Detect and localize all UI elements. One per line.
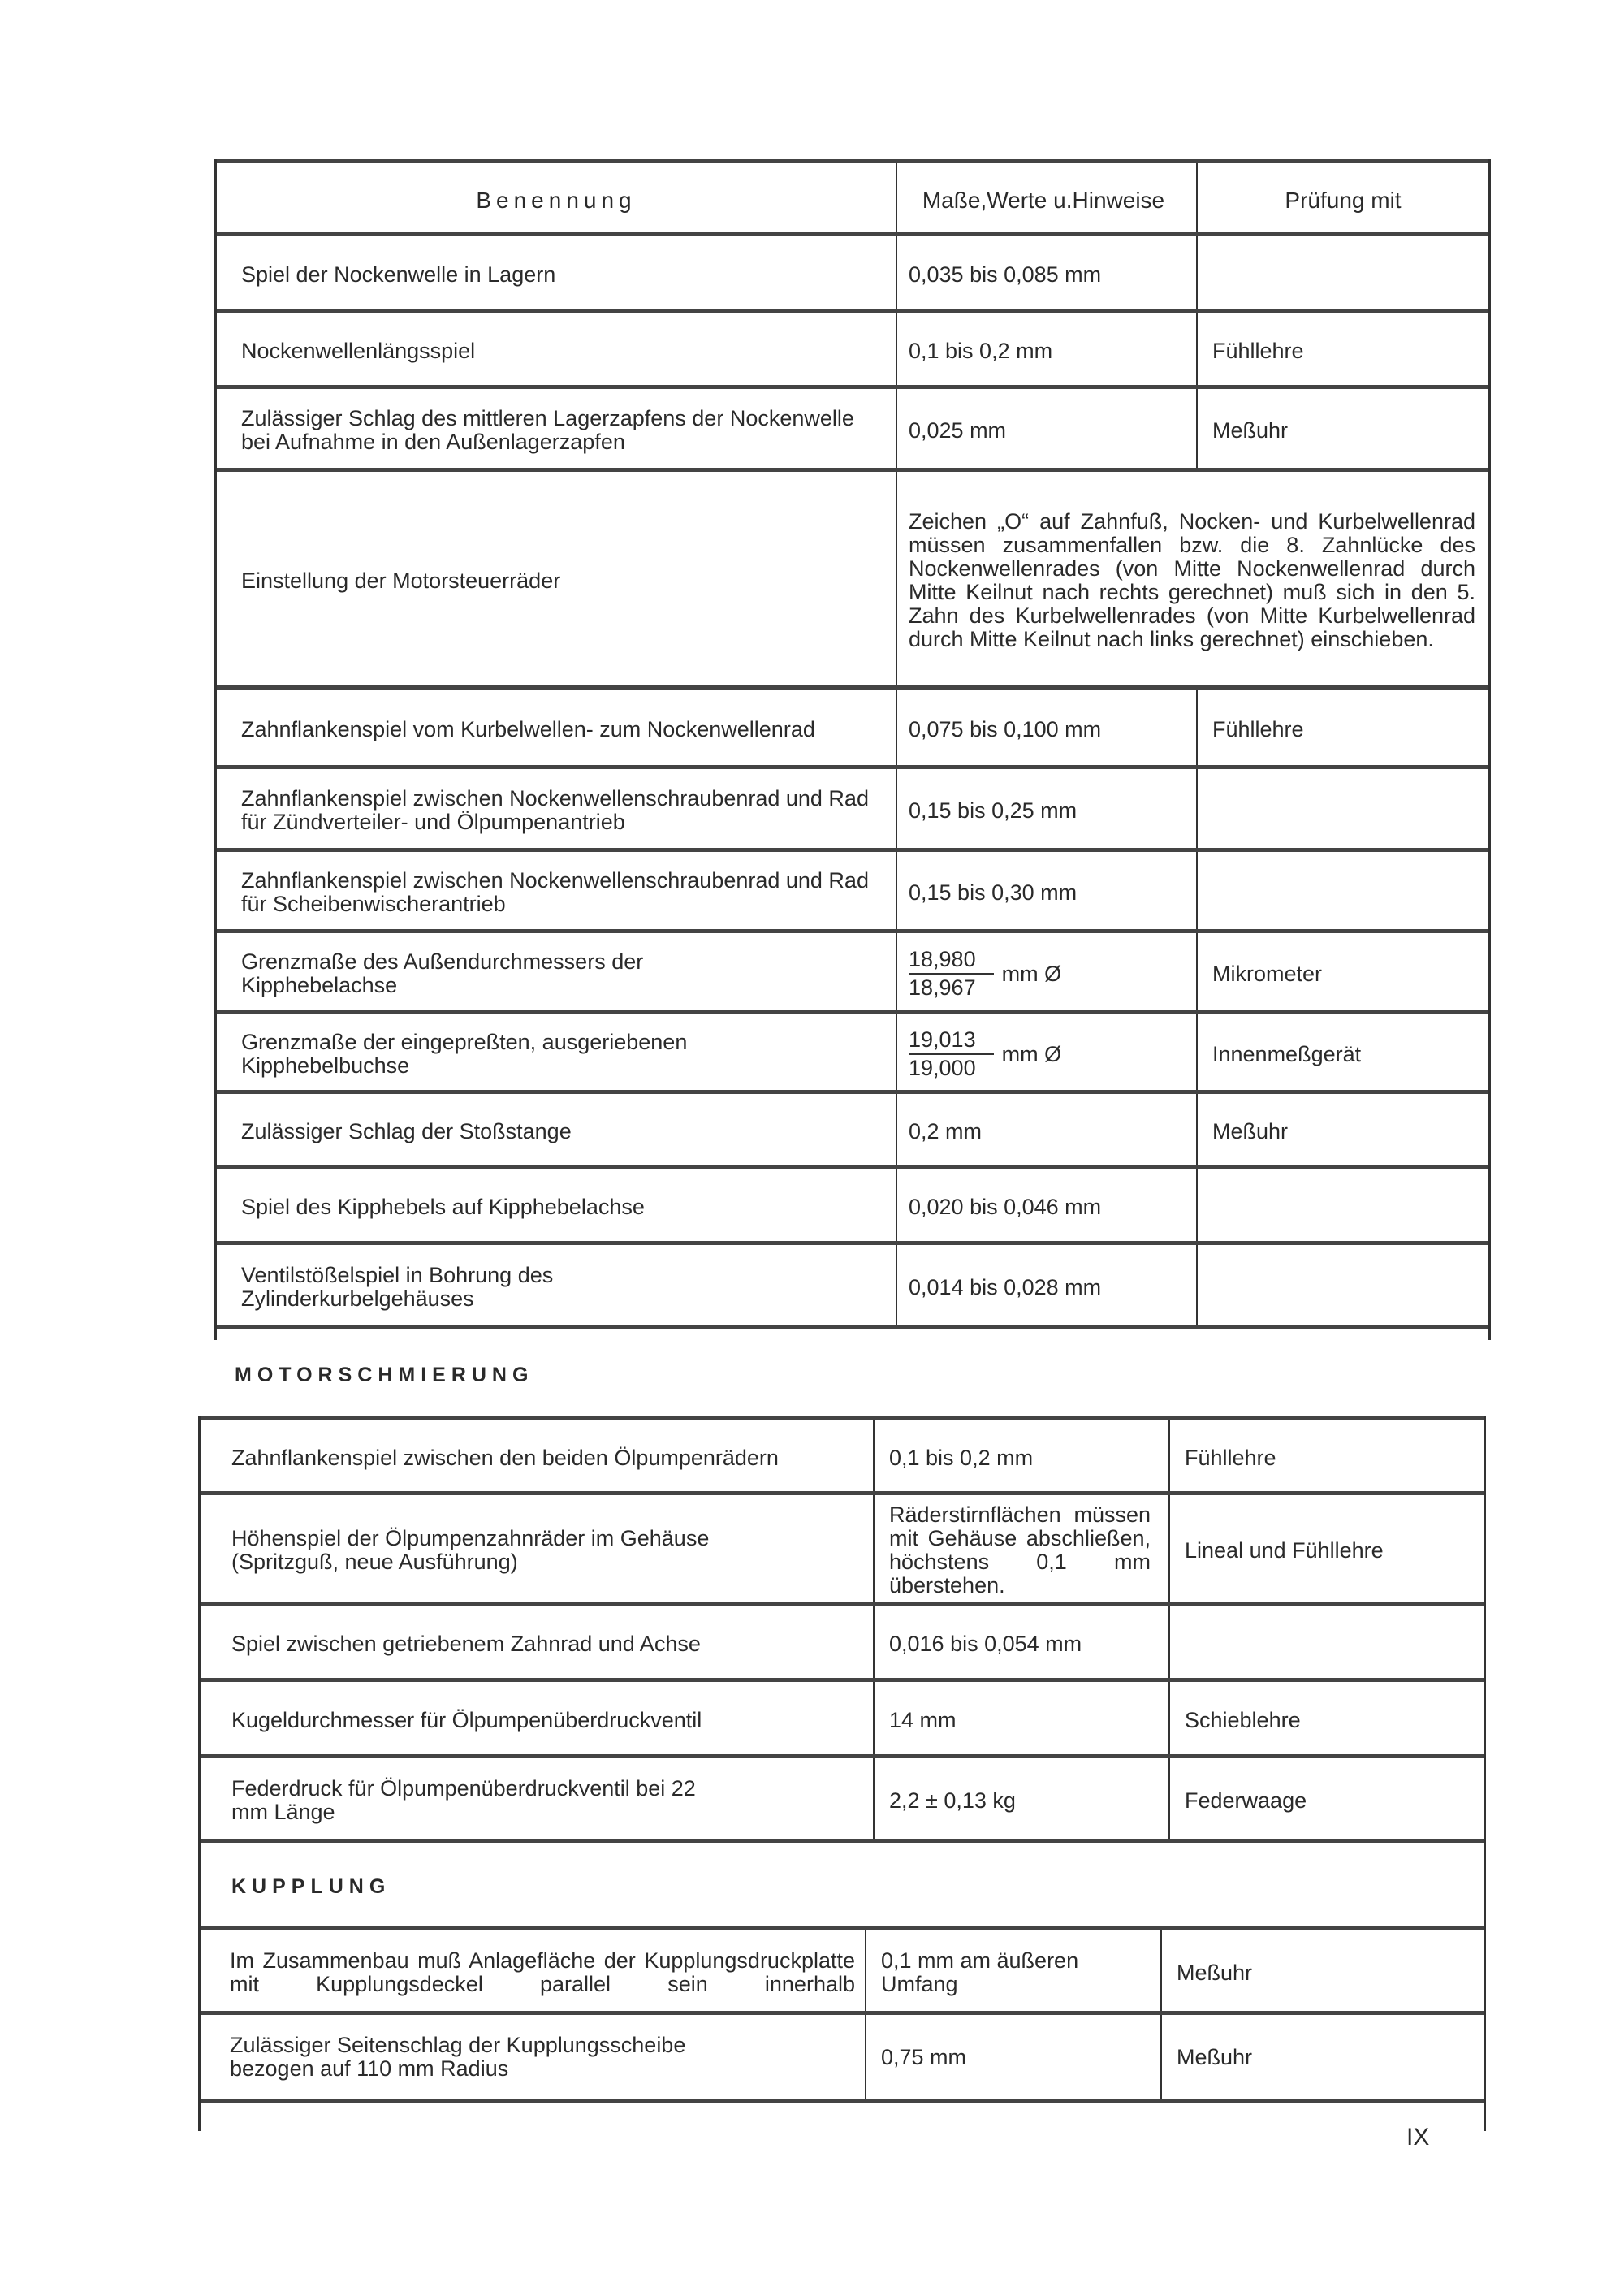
- spec-table-upper: [214, 159, 1491, 1386]
- row-name: Nockenwellenlängsspiel: [241, 338, 476, 363]
- table-row: [201, 1602, 1484, 1682]
- row-name: [217, 852, 896, 933]
- row-name-text: Im Zusammenbau muß Anlagefläche der Kupplungsdruckplatte mit Kupplungsdeckel parallel sein innerhalb: [230, 1948, 855, 1996]
- row-value-text: 0,1 mm am äußeren Umfang: [881, 1948, 1079, 1996]
- row-tool: Schieblehre: [1168, 1682, 1484, 1758]
- row-value: 0,035 bis 0,085 mm: [896, 236, 1196, 313]
- row-tool: [1196, 1169, 1488, 1245]
- header-masse: Maße,Werte u.Hinweise: [896, 163, 1196, 236]
- row-value: 0,15 bis 0,30 mm: [896, 852, 1196, 933]
- tolerance-fraction: [909, 948, 994, 1000]
- table-row: [217, 1165, 1488, 1245]
- table-row: [217, 685, 1488, 769]
- row-name: [217, 769, 896, 852]
- row-value-text: Zeichen „O“ auf Zahnfuß, Nocken- und Kurbelwellenrad müssen zusammenfallen bzw. die 8. Zahnlücke des Nockenwellenrades (von Mitte Nockenwellenrad durch Mitte Keilnut nach rechts gerechnet) muß sich in den 5. Zahn des Kurbelwellenrades (von Mitte Kurbelwellenrad durch Mitte Keilnut nach links gerechnet) einschieben.: [909, 509, 1475, 651]
- row-value: 0,014 bis 0,028 mm: [896, 1245, 1196, 1329]
- row-value: [896, 1014, 1196, 1094]
- row-name: Einstellung der Motorsteuerräder: [241, 568, 561, 593]
- upper-limit: 19,013: [909, 1028, 994, 1055]
- table-row: [201, 1926, 1484, 2015]
- row-tool: Innenmeßgerät: [1196, 1014, 1488, 1094]
- row-tool: Federwaage: [1168, 1758, 1484, 1843]
- row-value: 0,016 bis 0,054 mm: [873, 1606, 1168, 1682]
- row-name-text: Ventilstößelspiel in Bohrung des Zylinderkurbelgehäuses: [241, 1263, 554, 1311]
- row-value: 0,75 mm: [865, 2015, 1160, 2099]
- row-name: Spiel der Nockenwelle in Lagern: [241, 262, 556, 287]
- row-tool: Meßuhr: [1196, 389, 1488, 472]
- section-header-row: [217, 1325, 1488, 1420]
- row-name: [217, 389, 896, 472]
- row-tool: Meßuhr: [1196, 1094, 1488, 1169]
- row-name: [217, 690, 896, 769]
- table-row: [217, 1241, 1488, 1329]
- row-name: [201, 2015, 865, 2099]
- table-row: [201, 1491, 1484, 1606]
- row-name-text: Höhenspiel der Ölpumpenzahnräder im Gehäuse (Spritzguß, neue Ausführung): [231, 1526, 710, 1574]
- row-value: 14 mm: [873, 1682, 1168, 1758]
- row-value: [896, 472, 1488, 690]
- table-row: [217, 929, 1488, 1014]
- row-tool: Fühllehre: [1168, 1420, 1484, 1495]
- row-name: [201, 1495, 873, 1606]
- row-tool: [1196, 236, 1488, 313]
- table-row: [201, 2011, 1484, 2103]
- section-header-row: [201, 1839, 1484, 1930]
- table-row: [201, 1416, 1484, 1495]
- tolerance-fraction: [909, 1028, 994, 1080]
- row-value: 0,020 bis 0,046 mm: [896, 1169, 1196, 1245]
- row-tool: Fühllehre: [1196, 313, 1488, 389]
- table-row: [217, 1010, 1488, 1094]
- row-name-text: Zahnflankenspiel vom Kurbelwellen- zum Nockenwellenrad: [241, 716, 815, 741]
- row-value: [865, 1930, 1160, 2015]
- row-value: [896, 933, 1196, 1014]
- table-row: [217, 848, 1488, 933]
- row-tool: [1168, 1606, 1484, 1682]
- row-name: [217, 1014, 896, 1094]
- row-name-text: Zahnflankenspiel zwischen Nockenwellenschraubenrad und Rad für Zündverteiler- und Ölpumpenantrieb: [241, 786, 869, 834]
- row-name-text: Grenzmaße der eingepreßten, ausgeriebenen Kipphebelbuchse: [241, 1030, 688, 1078]
- row-name-text: Zahnflankenspiel zwischen Nockenwellenschraubenrad und Rad für Scheibenwischerantrieb: [241, 868, 869, 916]
- row-name: Zulässiger Schlag der Stoßstange: [241, 1118, 572, 1144]
- row-name: Spiel des Kipphebels auf Kipphebelachse: [241, 1194, 645, 1219]
- section-title-motorschmierung: MOTORSCHMIERUNG: [235, 1363, 534, 1386]
- row-name: [217, 933, 896, 1014]
- lower-limit: 18,967: [909, 975, 976, 1000]
- row-name: Kugeldurchmesser für Ölpumpenüberdruckventil: [231, 1707, 702, 1732]
- row-name: [217, 1245, 896, 1329]
- table-row: [201, 1754, 1484, 1843]
- table-row: [217, 309, 1488, 389]
- row-value: 0,1 bis 0,2 mm: [896, 313, 1196, 389]
- table-header-row: [217, 159, 1488, 236]
- row-tool: Meßuhr: [1160, 1930, 1484, 2015]
- row-value: 0,15 bis 0,25 mm: [896, 769, 1196, 852]
- row-value: 0,1 bis 0,2 mm: [873, 1420, 1168, 1495]
- row-tool: [1196, 769, 1488, 852]
- row-value: 2,2 ± 0,13 kg: [873, 1758, 1168, 1843]
- lower-limit: 19,000: [909, 1056, 976, 1080]
- row-value: 0,025 mm: [896, 389, 1196, 472]
- row-value: 0,2 mm: [896, 1094, 1196, 1169]
- section-title-kupplung: KUPPLUNG: [231, 1874, 391, 1898]
- diameter-unit: mm Ø: [1001, 961, 1062, 986]
- row-name-text: Grenzmaße des Außendurchmessers der Kipphebelachse: [241, 949, 644, 997]
- row-value-text: Räderstirnflächen müssen mit Gehäuse abschließen, höchstens 0,1 mm überstehen.: [889, 1502, 1151, 1597]
- diameter-unit: mm Ø: [1001, 1041, 1062, 1066]
- row-value: [873, 1495, 1168, 1606]
- header-benennung: Benennung: [476, 187, 637, 213]
- table-row: [217, 765, 1488, 852]
- row-name: Zahnflankenspiel zwischen den beiden Ölpumpenrädern: [231, 1445, 779, 1470]
- row-tool: Mikrometer: [1196, 933, 1488, 1014]
- row-name-text: Federdruck für Ölpumpenüberdruckventil bei 22 mm Länge: [231, 1776, 696, 1824]
- row-name-text: Zulässiger Seitenschlag der Kupplungsscheibe bezogen auf 110 mm Radius: [230, 2033, 686, 2081]
- table-row: [217, 232, 1488, 313]
- row-name: [201, 1758, 873, 1843]
- table-row: [217, 1090, 1488, 1169]
- row-name: [201, 1930, 865, 2015]
- row-tool: Meßuhr: [1160, 2015, 1484, 2099]
- spec-table-lower: [198, 1416, 1486, 2131]
- row-name-text: Zulässiger Schlag des mittleren Lagerzapfens der Nockenwelle bei Aufnahme in den Außenlagerzapfen: [241, 406, 854, 454]
- row-tool: Fühllehre: [1196, 690, 1488, 769]
- upper-limit: 18,980: [909, 948, 994, 975]
- row-name: Spiel zwischen getriebenem Zahnrad und Achse: [231, 1631, 701, 1656]
- row-tool: [1196, 852, 1488, 933]
- table-row: [217, 468, 1488, 690]
- header-pruefung: Prüfung mit: [1196, 163, 1488, 236]
- table-row: [201, 1678, 1484, 1758]
- row-value: 0,075 bis 0,100 mm: [896, 690, 1196, 769]
- table-row: [217, 385, 1488, 472]
- page-number: IX: [1406, 2124, 1430, 2151]
- row-tool: Lineal und Fühllehre: [1168, 1495, 1484, 1606]
- row-tool: [1196, 1245, 1488, 1329]
